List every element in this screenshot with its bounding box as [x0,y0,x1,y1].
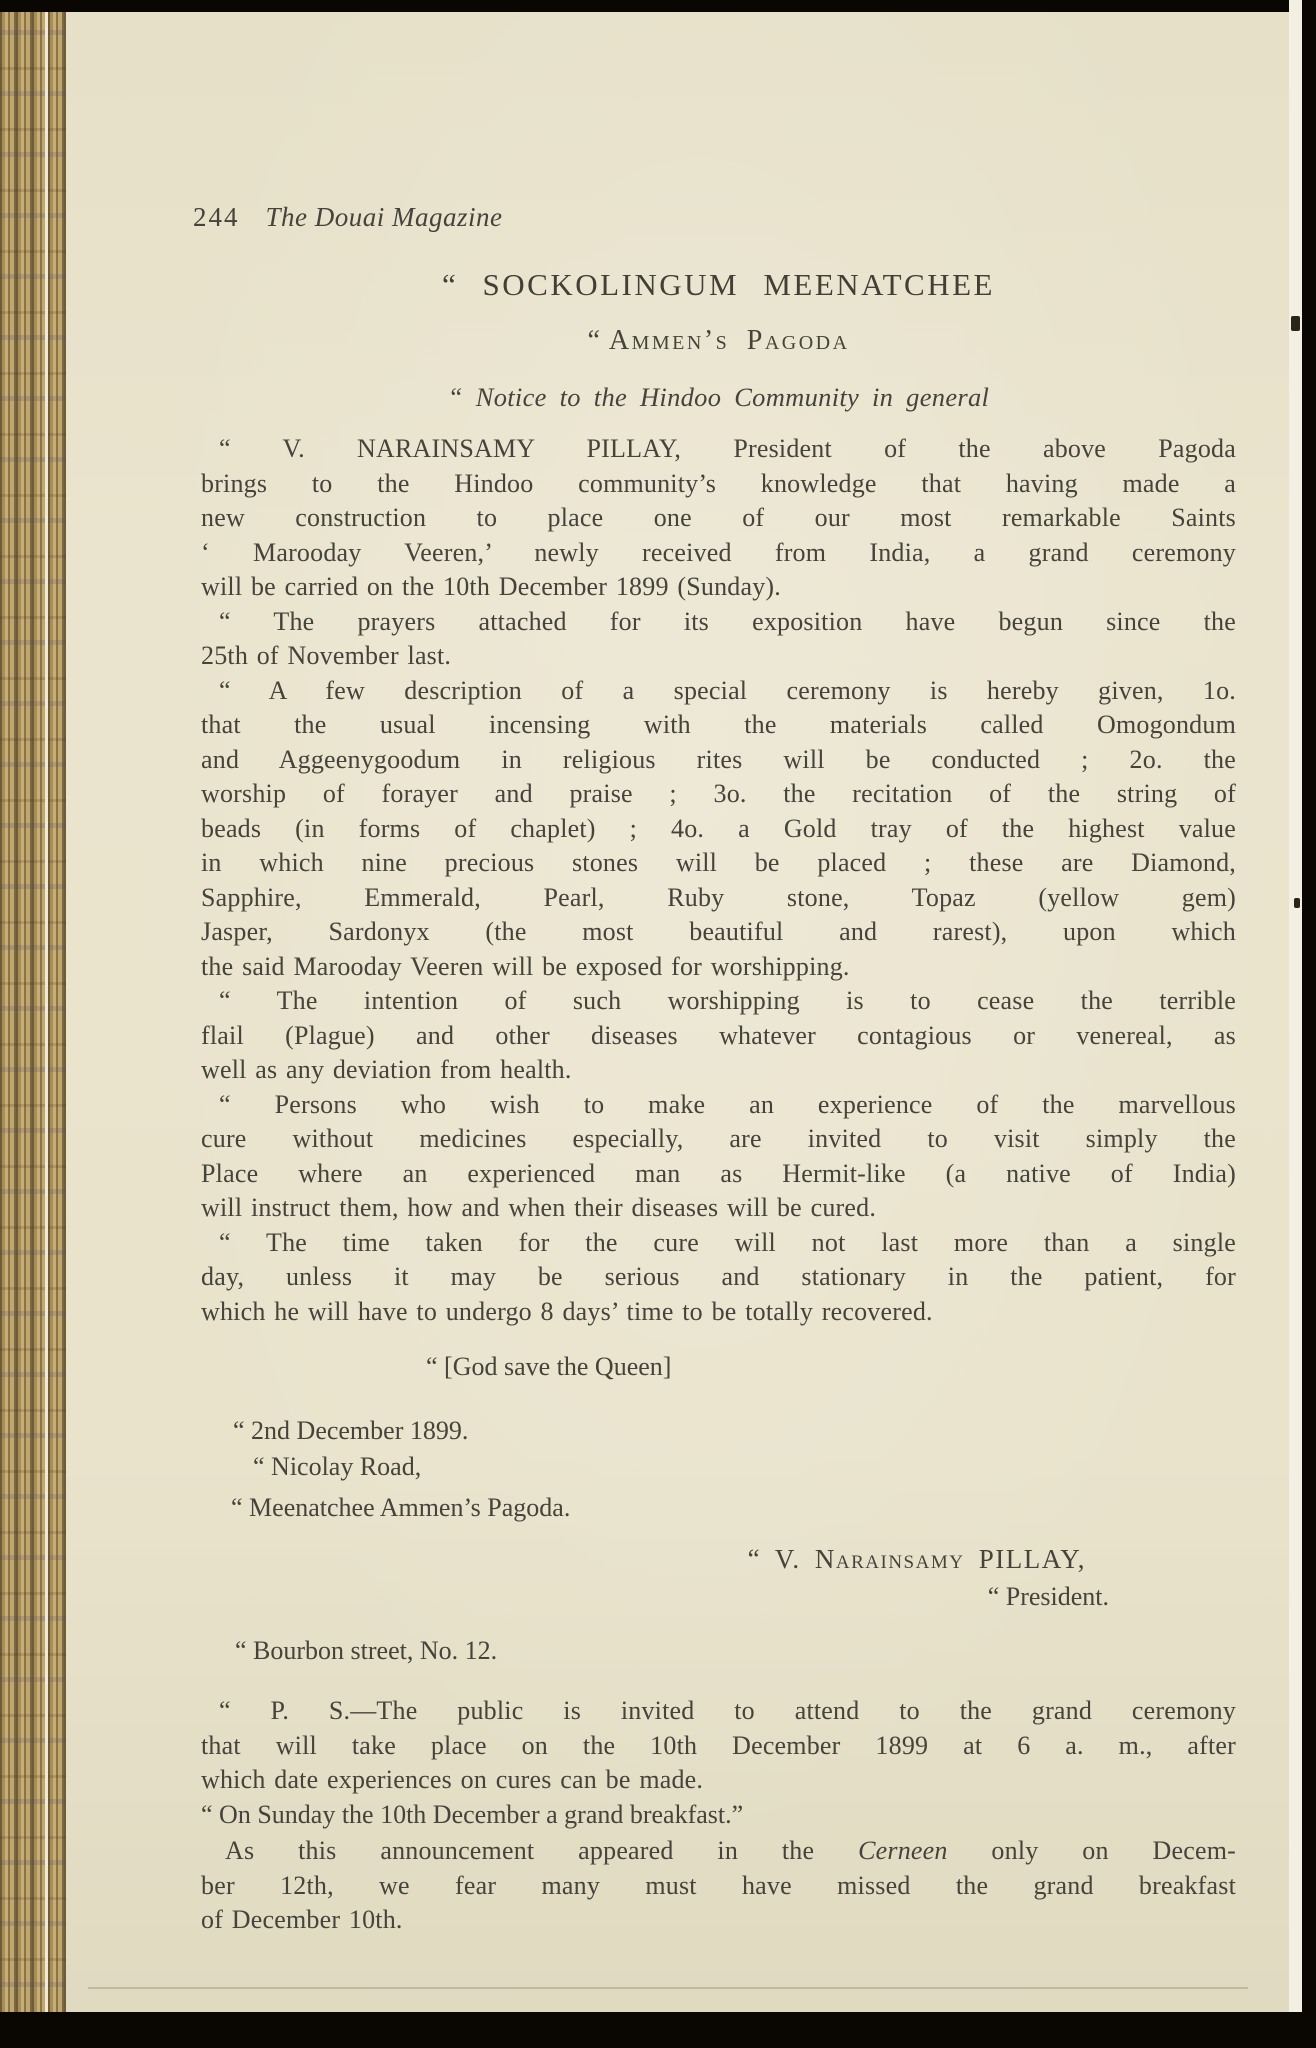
date-line: “ 2nd December 1899. [233,1416,469,1445]
text-line: “ The prayers attached for its exposition have begun since the [219,606,1236,636]
sunday-breakfast-line: “ On Sunday the 10th December a grand breakfast.” [201,1800,744,1829]
text-line: “ A few description of a special ceremony is hereby given, 1o. [219,675,1236,705]
scan-border-top [0,0,1316,12]
paragraph-cure-time [201,1226,1236,1330]
text-line: of December 10th. [201,1905,403,1934]
signature-title: “ President. [987,1582,1109,1611]
text-line: “ P. S.—The public is invited to attend to the grand ceremony [219,1696,1236,1725]
editorial-closing-paragraph [201,1834,1236,1938]
paragraph-prayers [201,605,1236,674]
text-line: that will take place on the 10th December 1899 at 6 a. m., after [201,1730,1236,1760]
magazine-page [66,12,1289,2012]
running-header [193,202,1228,233]
page-bottom-edge [88,1987,1248,1989]
text-line: which he will have to undergo 8 days’ time to be totally recovered. [201,1296,933,1326]
text-line: 25th of November last. [201,641,452,670]
scan-border-right [1302,0,1316,2048]
text-line: Sapphire, Emmerald, Pearl, Ruby stone, Topaz (yellow gem) [201,882,1236,912]
paragraph-announcement [201,432,1236,605]
text-line: day, unless it may be serious and stationary in the patient, for [201,1262,1236,1291]
text-line: brings to the Hindoo community’s knowledge that having made a [201,468,1236,498]
text-line: and Aggeenygoodum in religious rites will be conducted ; 2o. the [201,744,1236,774]
text-line: beads (in forms of chaplet) ; 4o. a Gold tray of the highest value [201,813,1236,843]
text-line: ber 12th, we fear many must have missed the grand breakfast [201,1870,1236,1900]
text-line: cure without medicines especially, are invited to visit simply the [201,1124,1236,1153]
book-page-edges [0,0,70,2048]
scan-border-bottom [0,2012,1316,2048]
text-line: flail (Plague) and other diseases whatever contagious or venereal, as [201,1020,1236,1050]
paragraph-intention [201,984,1236,1088]
text-line: worship of forayer and praise ; 3o. the recitation of the string of [201,779,1236,808]
text-line: “ V. NARAINSAMY PILLAY, President of the above Pagoda [219,434,1236,463]
text-line: in which nine precious stones will be placed ; these are Diamond, [201,848,1236,877]
subtitle-text: Ammen’s Pagoda [608,325,850,356]
text-line: “ The intention of such worshipping is to cease the terrible [219,986,1236,1015]
road-line: “ Nicolay Road, [253,1452,422,1481]
text-line: Place where an experienced man as Hermit-like (a native of India) [201,1158,1236,1188]
text-line: that the usual incensing with the materials called Omogondum [201,710,1236,739]
text-line: Jasper, Sardonyx (the most beautiful and rarest), upon which [201,917,1236,946]
text-line: will be carried on the 10th December 1899 (Sunday). [201,572,781,601]
closing-journal-name: Cerneen [858,1836,948,1865]
notice-subtitle [201,325,1236,357]
text-line: which date experiences on cures can be made. [201,1765,704,1794]
notice-body [201,432,1236,1329]
journal-title: The Douai Magazine [265,202,503,232]
page-edge-sliver [1289,0,1302,2012]
text-line: the said Marooday Veeren will be exposed for worshipping. [201,951,850,981]
paragraph-ceremony-description [201,674,1236,985]
paragraph-persons-invited [201,1088,1236,1226]
subtitle-quote: “ [587,325,609,356]
closing-after: only on Decem- [947,1836,1236,1865]
postscript-paragraph [201,1694,1236,1798]
text-line: “ The time taken for the cure will not last more than a single [219,1227,1236,1257]
text-line: ‘ Marooday Veeren,’ newly received from India, a grand ceremony [201,537,1236,567]
scan-speck [1294,898,1300,908]
text-column [193,12,1236,2012]
address-line: “ Bourbon street, No. 12. [235,1636,498,1665]
page-number: 244 [193,202,240,232]
text-line: new construction to place one of our most remarkable Saints [201,503,1236,532]
signature-name: “ V. Narainsamy PILLAY, [747,1544,1086,1574]
closing-before: As this announcement appeared in the [225,1836,859,1865]
notice-title: “ SOCKOLINGUM MEENATCHEE [442,267,995,302]
text-line: will instruct them, how and when their diseases will be cured. [201,1193,877,1222]
god-save-the-queen-line: “ [God save the Queen] [426,1352,672,1381]
text-line: well as any deviation from health. [201,1055,572,1084]
pagoda-line: “ Meenatchee Ammen’s Pagoda. [231,1493,571,1522]
text-line: “ Persons who wish to make an experience of the marvellous [219,1089,1236,1119]
text-line [201,1834,1236,1869]
notice-heading: “ Notice to the Hindoo Community in general [447,382,990,412]
scan-speck [1291,316,1300,331]
